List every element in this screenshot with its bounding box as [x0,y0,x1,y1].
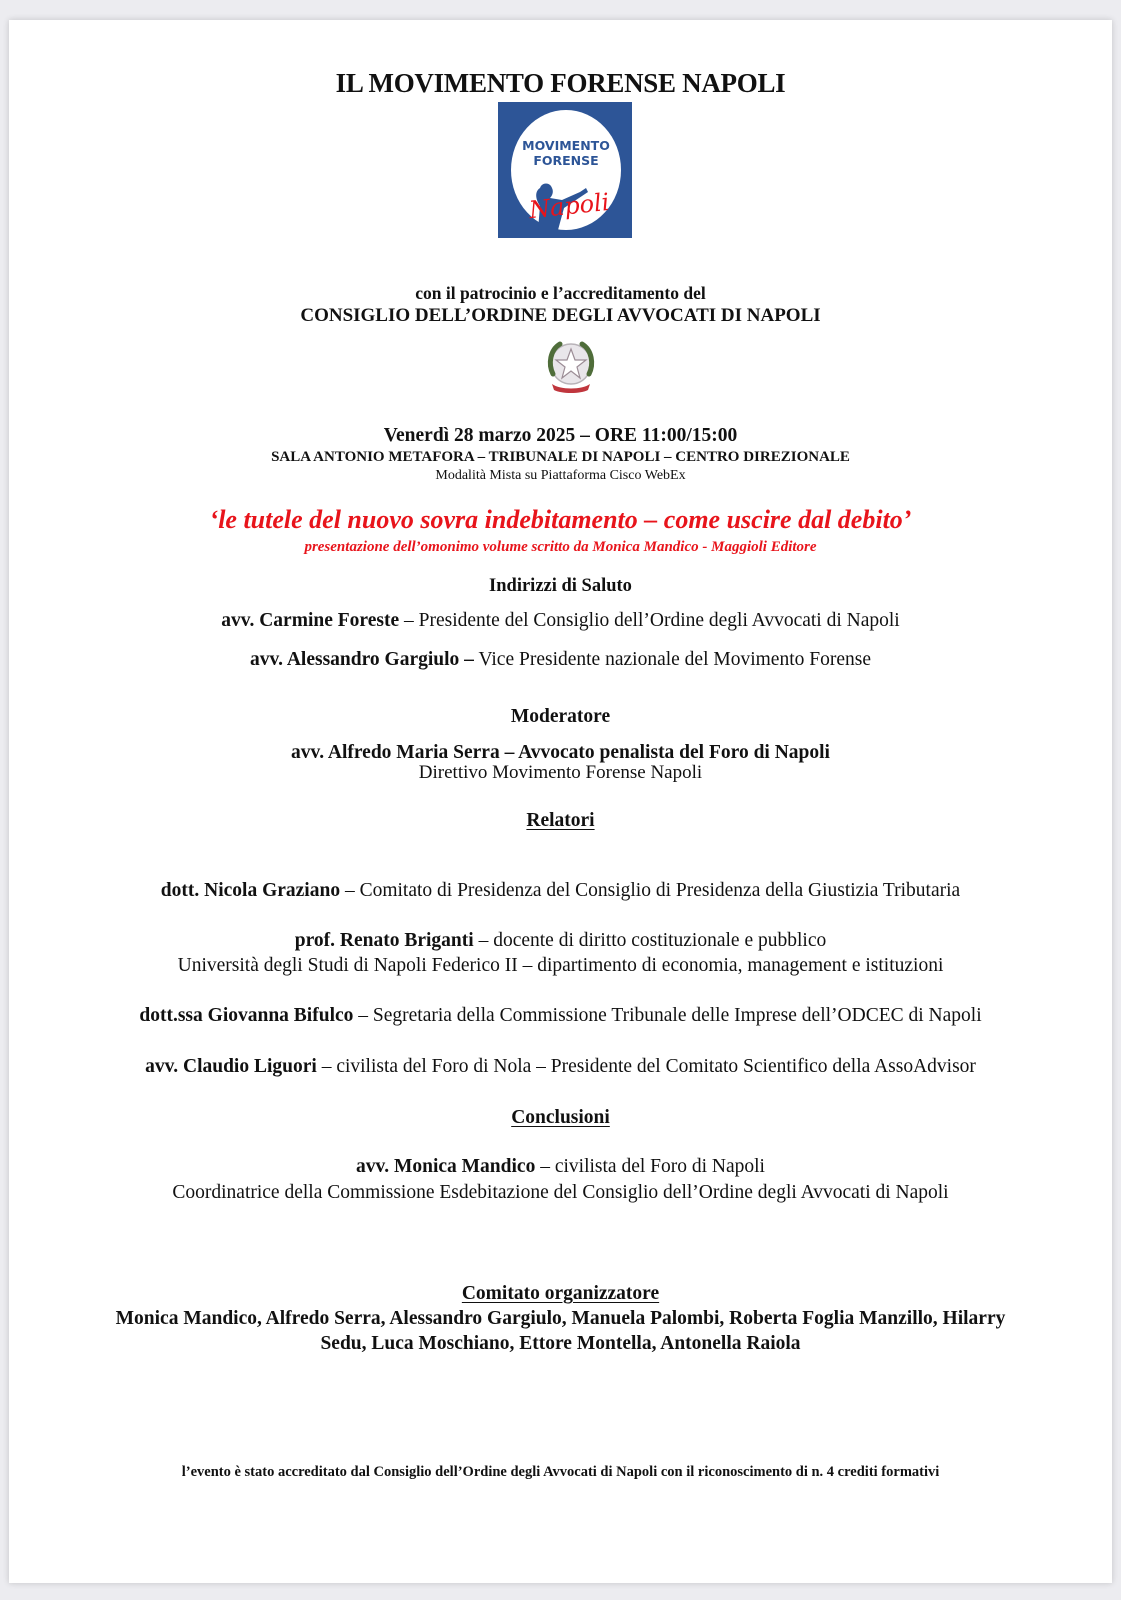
speaker-name: avv. Claudio Liguori [145,1056,317,1077]
speaker-role: – civilista del Foro di Nola – Presidente del Comitato Scientifico della AssoAdvisor [316,1056,976,1077]
page-title: IL MOVIMENTO FORENSE NAPOLI [335,68,786,98]
conclusions-affiliation: Coordinatrice della Commissione Esdebitazione del Consiglio dell’Ordine degli Avvocati di Napoli [172,1182,949,1203]
greeting-item [0,649,1121,671]
italian-republic-emblem-icon [544,338,598,396]
conclusions-heading: Conclusioni [511,1107,610,1128]
event-mode: Modalità Mista su Piattaforma Cisco WebEx [435,468,686,483]
greeting-name: avv. Carmine Foreste [221,610,400,631]
speaker-item [0,1005,1121,1027]
greeting-item [0,610,1121,632]
speaker-affiliation: Università degli Studi di Napoli Federico II – dipartimento di economia, management e istituzioni [177,955,944,976]
moderator-name: avv. Alfredo Maria Serra – Avvocato penalista del Foro di Napoli [291,742,830,763]
movimento-forense-logo-icon [498,102,632,238]
moderator-role: Direttivo Movimento Forense Napoli [418,762,703,783]
patronage-council: CONSIGLIO DELL’ORDINE DEGLI AVVOCATI DI NAPOLI [300,305,821,326]
logo-line1: MOVIMENTO [522,138,610,153]
committee-members-line1: Monica Mandico, Alfredo Serra, Alessandro Gargiulo, Manuela Palombi, Roberta Foglia Manzillo, Hilarry [115,1308,1006,1329]
speaker-role: – Comitato di Presidenza del Consiglio di Presidenza della Giustizia Tributaria [340,880,961,901]
event-subtitle: presentazione dell’omonimo volume scritto da Monica Mandico - Maggioli Editore [304,539,817,555]
speaker-name: prof. Renato Briganti [294,930,474,951]
committee-heading: Comitato organizzatore [461,1283,660,1304]
speaker-name: dott. Nicola Graziano [160,880,341,901]
speaker-item [0,930,1121,952]
greeting-name: avv. Alessandro Gargiulo – [250,649,474,670]
event-date-time: Venerdì 28 marzo 2025 – ORE 11:00/15:00 [383,425,738,446]
speaker-role: – Segretaria della Commissione Tribunale delle Imprese dell’ODCEC di Napoli [353,1005,982,1026]
speakers-heading: Relatori [526,810,595,831]
event-venue: SALA ANTONIO METAFORA – TRIBUNALE DI NAPOLI – CENTRO DIREZIONALE [271,449,850,465]
conclusions-role: – civilista del Foro di Napoli [535,1156,765,1177]
greeting-role: Presidente del Consiglio dell’Ordine degli Avvocati di Napoli [418,610,900,631]
patronage-line: con il patrocinio e l’accreditamento del [415,283,706,303]
movimento-forense-logo [498,102,632,238]
committee-members-line2: Sedu, Luca Moschiano, Ettore Montella, Antonella Raiola [320,1333,801,1354]
speaker-item [0,1056,1121,1078]
conclusions-speaker [0,1156,1121,1178]
moderator-heading: Moderatore [510,706,611,727]
greetings-heading: Indirizzi di Saluto [489,576,632,596]
logo-script: Napoli [527,187,611,225]
accreditation-note: l’evento è stato accreditato dal Consiglio dell’Ordine degli Avvocati di Napoli con il riconoscimento di n. 4 crediti formativi [181,1464,940,1480]
event-title: ‘le tutele del nuovo sovra indebitamento – come uscire dal debito’ [209,505,912,534]
speaker-item [0,880,1121,902]
greeting-separator: – [399,610,419,631]
logo-line2: FORENSE [533,153,599,168]
conclusions-name: avv. Monica Mandico [356,1156,536,1177]
speaker-role: – docente di diritto costituzionale e pubblico [473,930,827,951]
greeting-role: Vice Presidente nazionale del Movimento Forense [478,649,871,670]
speaker-name: dott.ssa Giovanna Bifulco [139,1005,354,1026]
